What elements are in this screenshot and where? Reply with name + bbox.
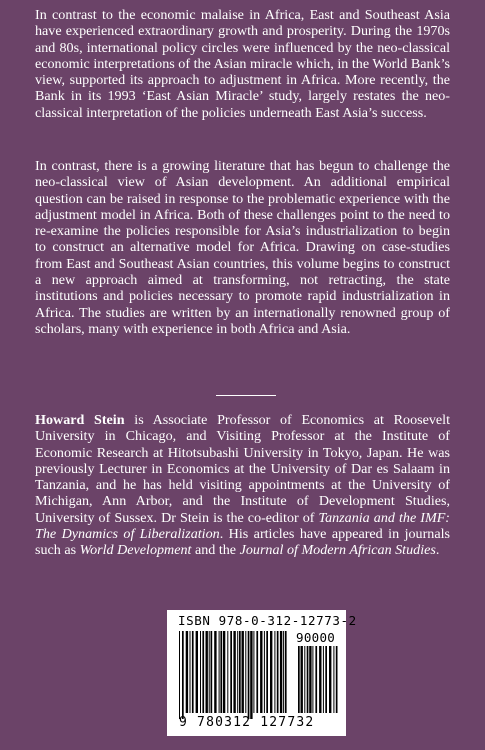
isbn-label: ISBN 978-0-312-12773-2 (178, 613, 357, 628)
isbn-barcode (167, 610, 357, 736)
barcode-bar (307, 646, 309, 713)
barcode-bar (192, 631, 194, 713)
barcode-bar (323, 646, 324, 713)
barcode-bar (200, 631, 201, 713)
barcode-bar (206, 631, 208, 713)
barcode-bar (190, 631, 191, 713)
coedited-book-title: Tanzania and the IMF: The Dynamics of Liberalization (35, 509, 451, 543)
barcode-bar (298, 646, 300, 713)
barcode-bar (233, 631, 235, 713)
barcode-bar (219, 631, 220, 713)
barcode-bar (182, 631, 184, 719)
barcode-bar (250, 631, 252, 719)
barcode-bar (304, 646, 305, 713)
barcode-bar (280, 631, 282, 713)
barcode-bar (186, 631, 188, 713)
barcode-bar (242, 631, 244, 713)
barcode-bar (312, 646, 313, 713)
section-divider (216, 395, 276, 396)
barcode-bar (202, 631, 204, 713)
barcode-bar (211, 631, 213, 713)
barcode-bar (309, 646, 311, 713)
barcode-bar (315, 646, 317, 713)
barcode-bar (230, 631, 232, 713)
barcode-bar (248, 631, 250, 719)
barcode-bar (333, 646, 334, 713)
barcode-bar (277, 631, 279, 713)
barcode-bar (274, 631, 275, 713)
price-addon-digits: 90000 (296, 630, 336, 645)
author-bio-text-4: . (435, 542, 440, 559)
barcode-bar (301, 646, 303, 713)
barcode-bar (245, 631, 246, 713)
author-bio-text-3: and the (191, 542, 240, 559)
barcode-bar (256, 631, 258, 713)
barcode-bar (214, 631, 216, 713)
barcode-digits: 9 780312 127732 (179, 715, 315, 730)
barcode-bar (237, 631, 238, 713)
author-bio (35, 412, 450, 559)
author-name: Howard Stein (35, 412, 125, 428)
barcode-bar (264, 631, 265, 713)
ean-barcode-bars (179, 631, 291, 719)
addon-barcode-bars (298, 646, 340, 719)
barcode-bar (253, 631, 254, 713)
barcode-bar (239, 631, 241, 713)
barcode-bar (336, 646, 338, 713)
barcode-bar (179, 631, 180, 719)
barcode-bar (283, 631, 284, 713)
barcode-bar (209, 631, 210, 713)
blurb-paragraph-2: In contrast, there is a growing literature that has begun to challenge the neo-classical view of Asian development. An additional empirical question can be raised in response to the problematic experience with the adjustment model in Africa. Both of these challenges point to the need to re-examine the policies responsible for Asia’s industrialization to begin to construct an alternative model for Africa. Drawing on case-studies from East and Southeast Asian countries, this volume begins to construct a new approach aimed at transforming, not retracting, the state institutions and policies necessary to promote rapid industrialization in Africa. The studies are written by an internationally renowned group of scholars, many with experience in both Africa and Asia. (35, 158, 450, 337)
barcode-bar (270, 631, 272, 713)
barcode-bar (285, 631, 287, 713)
author-bio-text-2: . His articles have appeared in journals such as (35, 526, 450, 559)
barcode-bar (227, 631, 228, 713)
barcode-bar (319, 646, 321, 713)
barcode-bar (196, 631, 198, 713)
barcode-bar (329, 646, 331, 713)
author-bio-text-1: is Associate Professor of Economics at Roosevelt University in Chicago, and Visiting Professor at the Institute of Economic Research at Hitotsubashi University in Tokyo, Japan. He was previously Lecturer in Economics at the University of Dar es Salaam in Tanzania, and he has held visiting appointments at the University of Michigan, Ann Arbor, and the Institute of Development Studies, University of Sussex. Dr Stein is the co-editor of (35, 412, 450, 526)
blurb-paragraph-1: In contrast to the economic malaise in Africa, East and Southeast Asia have experienced extraordinary growth and prosperity. During the 1970s and 80s, international policy circles were influenced by the neo-classical economic interpretations of the Asian miracle which, in the World Bank’s view, supported its approach to adjustment in Africa. More recently, the Bank in its 1993 ‘East Asian Miracle’ study, largely restates the neo-classical interpretation of the policies underneath East Asia’s success. (35, 7, 450, 121)
barcode-bar (266, 631, 268, 713)
barcode-bar (260, 631, 262, 713)
journal-title-2: Journal of Modern African Studies (239, 542, 436, 559)
barcode-bar (220, 631, 222, 713)
barcode-bar (325, 646, 327, 713)
journal-title-1: World Development (79, 542, 192, 559)
barcode-bar (223, 631, 225, 713)
